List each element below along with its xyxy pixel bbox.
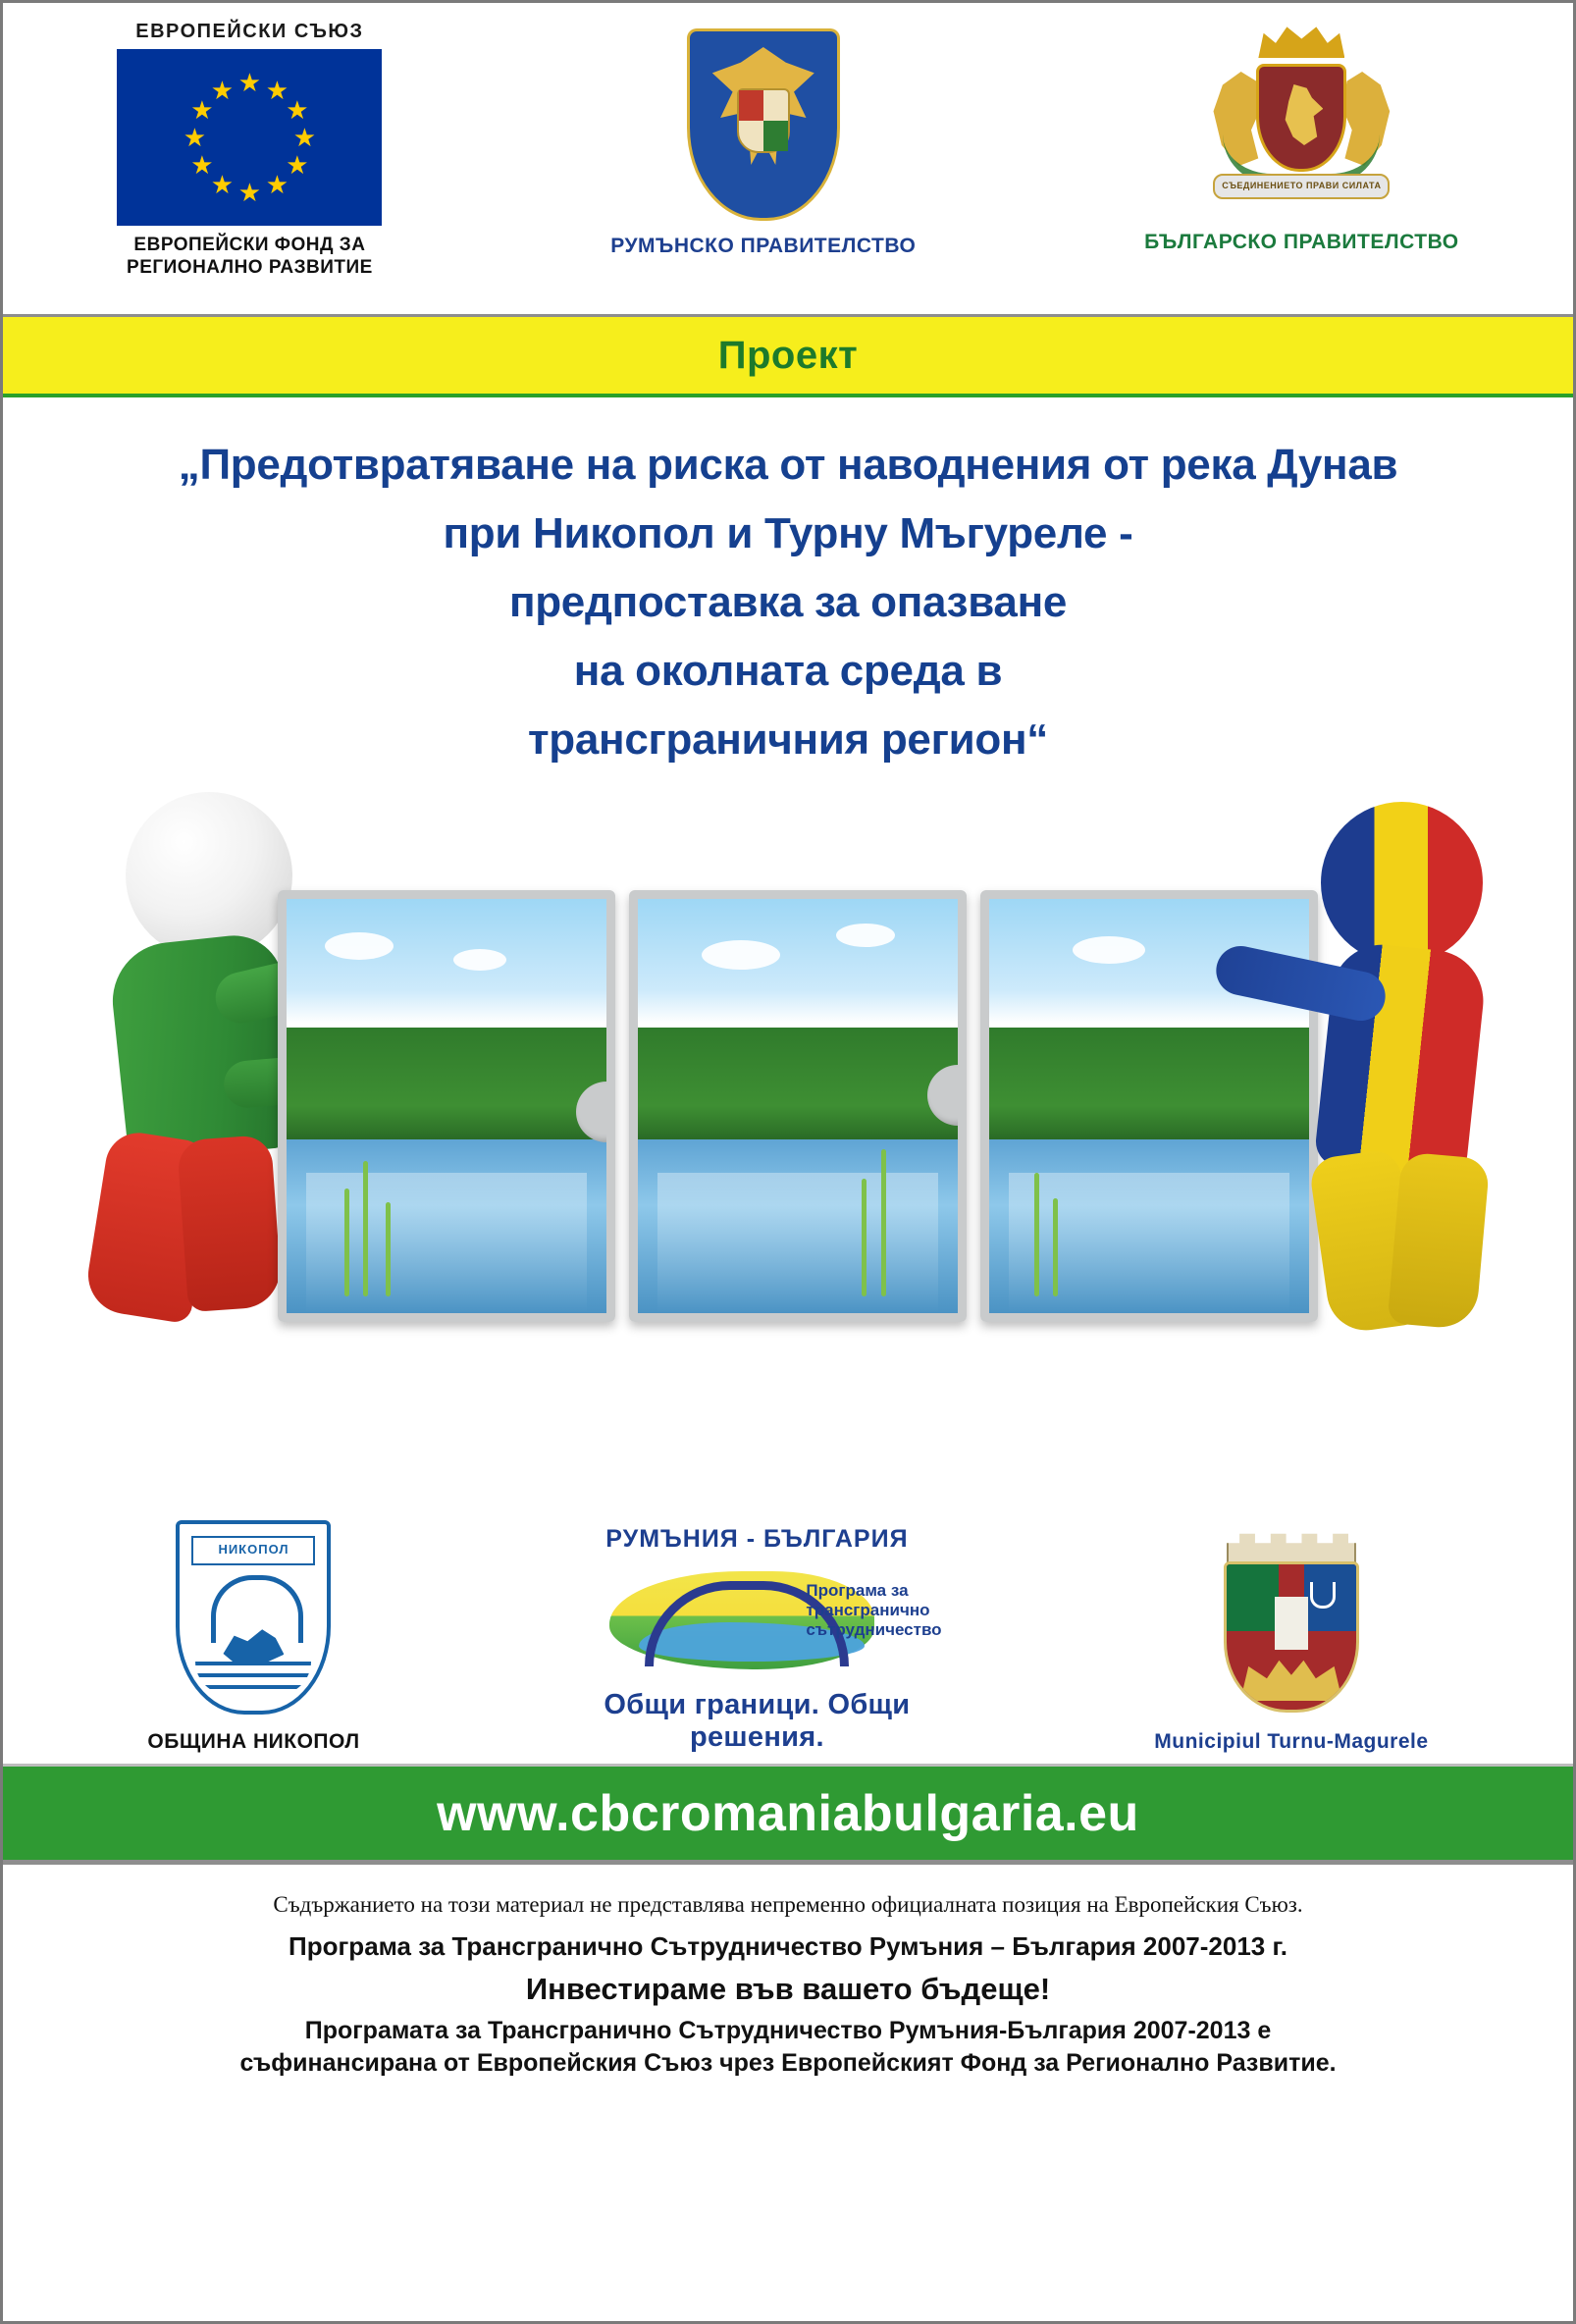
reed-icon [363,1161,368,1296]
reed-icon [386,1202,391,1296]
romania-coat-of-arms-icon [687,28,840,221]
eu-star-icon: ★ [210,75,235,105]
website-url[interactable]: www.cbcromaniabulgaria.eu [437,1784,1139,1842]
cbc-programme-label: Програма за трансгранично сътрудничество [806,1581,942,1639]
bulgaria-coat-of-arms-icon [1203,21,1399,217]
title-line-4: на околната среда в [573,647,1003,695]
puzzle-piece-2 [629,890,967,1322]
turnu-magurele-partner [1154,1528,1428,1754]
nikopol-coat-of-arms-icon [176,1520,331,1715]
cloud-icon [1073,936,1145,964]
title-line-3: предпоставка за опазване [508,578,1068,626]
footer-line-3: Инвестираме във вашето бъдеще! [525,1972,1051,2006]
project-band-label: Проект [717,333,859,377]
footer-line-4: Програмата за Трансгранично Сътрудничество Румъния-България 2007-2013 е съфинансирана от Европейския Съюз чрез Европейският Фонд за Регионално Развитие. [239,2017,1337,2077]
title-line-2: при Никопол и Турну Мъгуреле - [443,509,1133,557]
arch-icon [211,1575,303,1643]
puzzle-piece-1 [278,890,615,1322]
shield-quarter-green [1227,1564,1279,1631]
nikopol-partner [147,1520,359,1754]
eu-star-icon: ★ [265,170,289,200]
eu-flag-icon [117,49,382,226]
tower-icon [1275,1597,1308,1650]
puzzle-pieces-row [278,890,1318,1322]
reed-icon [881,1149,886,1296]
eu-star-icon: ★ [190,150,214,180]
partner-logos-row [3,1459,1573,1764]
person-leg-right-icon [177,1135,283,1312]
cbc-countries-label: РУМЪНИЯ - БЪЛГАРИЯ [605,1525,909,1553]
person-head-icon [1321,802,1483,964]
person-leg-right-icon [1388,1151,1491,1330]
title-line-1: „Предотвратяване на риска от наводнения от река Дунав [178,441,1398,489]
eu-fund-label: ЕВРОПЕЙСКИ ФОНД ЗА РЕГИОНАЛНО РАЗВИТИЕ [127,235,373,278]
mural-crown-icon [1227,1528,1356,1565]
waves-icon [195,1662,311,1695]
eu-star-icon: ★ [265,75,289,105]
cbc-slogan: Общи граници. Общи решения. [604,1689,911,1753]
eu-star-icon: ★ [286,95,309,125]
bulgaria-government-logo-block [1144,21,1458,254]
header-logos [3,3,1573,317]
footer-line-1: Съдържанието на този материал не представлява непременно официалната позиция на Европейския Съюз. [273,1892,1303,1917]
reed-icon [1053,1198,1058,1296]
title-line-5: трансграничния регион“ [528,715,1048,764]
eu-star-icon: ★ [237,178,262,207]
romania-government-caption: РУМЪНСКО ПРАВИТЕЛСТВО [610,235,917,257]
nikopol-caption: ОБЩИНА НИКОПОЛ [147,1730,360,1753]
page-title [3,397,1573,782]
reed-icon [1034,1173,1039,1296]
nature-photo-2 [638,899,958,1313]
eu-star-icon: ★ [210,170,235,200]
footer-disclaimer [3,1865,1573,2089]
cloud-icon [325,932,394,960]
nature-photo-1 [287,899,606,1313]
person-head-icon [126,792,292,959]
eu-star-icon: ★ [292,123,317,152]
eu-logo-block [117,21,382,279]
eu-star-icon: ★ [190,95,214,125]
eu-top-label: ЕВРОПЕЙСКИ СЪЮЗ [135,21,364,42]
anchor-icon [1310,1582,1336,1609]
reed-icon [862,1179,867,1296]
tricolor-person-figure [1259,802,1504,1351]
puzzle-illustration [32,782,1544,1459]
lions-icon [1240,1658,1342,1701]
footer-line-2: Програма за Трансгранично Сътрудничество Румъния – България 2007-2013 г. [289,1931,1287,1961]
cbc-bridge-artwork [551,1556,963,1683]
turnu-magurele-caption: Municipiul Turnu-Magurele [1154,1730,1429,1753]
motto-ribbon: СЪЕДИНЕНИЕТО ПРАВИ СИЛАТА [1213,174,1390,199]
cbc-programme-logo [551,1525,963,1754]
project-band [3,317,1573,397]
shield-icon [1224,1561,1359,1713]
eu-star-icon: ★ [183,123,207,152]
crown-icon [1258,23,1344,58]
eu-star-icon: ★ [237,68,262,97]
nikopol-emblem-banner: НИКОПОЛ [191,1536,315,1565]
turnu-magurele-coat-of-arms-icon [1213,1528,1370,1715]
cloud-icon [453,949,506,971]
website-band[interactable] [3,1764,1573,1865]
bulgaria-government-caption: БЪЛГАРСКО ПРАВИТЕЛСТВО [1144,231,1459,253]
romania-government-logo-block [610,21,916,258]
reed-icon [344,1188,349,1296]
eu-star-icon: ★ [286,150,309,180]
quartered-shield-icon [737,88,790,153]
